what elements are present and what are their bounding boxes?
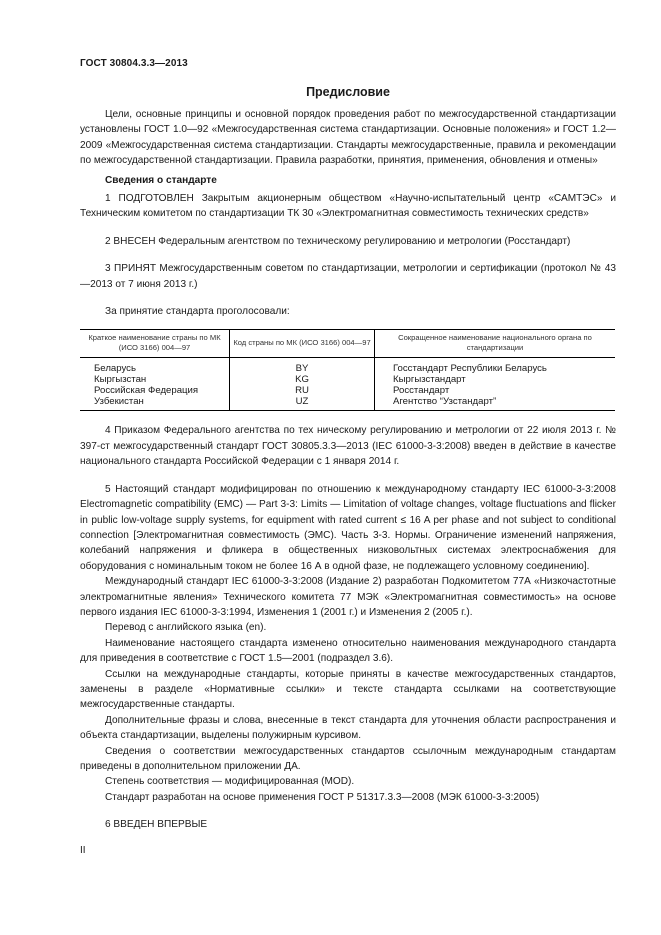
item-1: 1 ПОДГОТОВЛЕН Закрытым акционерным обществом «Научно-испытательный центр «САМТЭС» и Техническим комитетом по стандартизации ТК 30 «Электромагнитная совместимость технических средств» bbox=[80, 193, 616, 220]
code-cell: RU bbox=[230, 385, 375, 396]
body-cell: Госстандарт Республики Беларусь bbox=[393, 363, 547, 375]
page-title: Предисловие bbox=[306, 85, 390, 99]
document-header: ГОСТ 30804.3.3—2013 bbox=[80, 58, 188, 69]
table-row bbox=[80, 374, 615, 385]
item-5-degree: Степень соответствия — модифицированная (MOD). bbox=[105, 776, 355, 788]
table-row bbox=[80, 396, 615, 411]
item-6: 6 ВВЕДЕН ВПЕРВЫЕ bbox=[105, 819, 208, 831]
body-cell: Агентство “Узстандарт” bbox=[375, 396, 616, 411]
table-row bbox=[80, 385, 615, 396]
item-4: 4 Приказом Федерального агентства по тех ническому регулированию и метрологии от 22 июля 2013 г. № 397-ст межгосударственный стандарт ГОСТ 30805.3.3—2013 (IEC 61000-3-3:2008) введен в действие в качестве национального стандарта Российской Федерации с 1 января 2014 г. bbox=[80, 425, 616, 468]
section-subtitle: Сведения о стандарте bbox=[105, 174, 217, 186]
item-5-additions: Дополнительные фразы и слова, внесенные в текст стандарта для уточнения области распространения и объекта стандартизации, выделены полужирным курсивом. bbox=[80, 714, 616, 742]
item-5-basis: Стандарт разработан на основе применения ГОСТ Р 51317.3.3—2008 (МЭК 61000-3-3:2005) bbox=[105, 791, 540, 803]
table-row bbox=[80, 358, 615, 375]
document-page bbox=[80, 58, 616, 833]
vote-intro: За принятие стандарта проголосовали: bbox=[105, 306, 290, 318]
code-cell: BY bbox=[230, 358, 375, 375]
item-5-translation: Перевод с английского языка (en). bbox=[105, 622, 267, 634]
voting-table bbox=[80, 329, 615, 411]
item-5-correspondence: Сведения о соответствии межгосударственных стандартов ссылочным международным стандартам приведены в дополнительном приложении ДА. bbox=[80, 745, 616, 772]
item-2: 2 ВНЕСЕН Федеральным агентством по техническому регулированию и метрологии (Росстандарт) bbox=[105, 235, 571, 247]
header-country: Краткое наименование страны по МК (ИСО 3166) 004—97 bbox=[80, 330, 230, 358]
page-number: II bbox=[80, 845, 86, 856]
item-5-references: Ссылки на международные стандарты, которые приняты в качестве межгосударственных стандартов, заменены в разделе «Нормативные ссылки» и тексте стандарта ссылками на соответствующие межгосударственные стандарты. bbox=[80, 668, 616, 711]
item-5: 5 Настоящий стандарт модифицирован по отношению к международному стандарту IEC 61000-3-3:2008 Electromagnetic compatibility (EMC) — Part 3-3: Limits — Limitation of voltage changes, voltage fluctuations and flicker in public low-voltage supply systems, for equipment with rated current ≤ 16 A per phase and not subject to conditional connection [Электромагнитная совместимость (ЭМС). Часть 3-3. Нормы. Ограничение изменений напряжения, колебаний напряжения и фликера в общественных низковольтных системах электроснабжения для оборудования с номинальным током не более 16 А в одной фазе, не подлежащего условному соединению]. bbox=[80, 483, 616, 572]
header-code: Код страны по МК (ИСО 3166) 004—97 bbox=[230, 330, 375, 358]
country-cell: Кыргызстан bbox=[94, 374, 147, 386]
header-body: Сокращенное наименование национального органа по стандартизации bbox=[375, 330, 616, 358]
table-header-row bbox=[80, 330, 615, 358]
item-5-name-change: Наименование настоящего стандарта изменено относительно наименования международного стандарта для приведения в соответствие с ГОСТ 1.5—2001 (подраздел 3.6). bbox=[80, 637, 616, 665]
body-cell: Росстандарт bbox=[393, 385, 450, 397]
intro-paragraph: Цели, основные принципы и основной порядок проведения работ по межгосударственной стандартизации установлены ГОСТ 1.0—92 «Межгосударственная система стандартизации. Основные положения» и ГОСТ 1.2—2009 «Межгосударственная система стандартизации. Стандарты межгосударственные, правила и рекомендации по межгосударственной стандартизации. Правила разработки, принятия, применения, обновления и отмены» bbox=[80, 109, 616, 167]
country-cell: Узбекистан bbox=[80, 396, 230, 411]
item-3: 3 ПРИНЯТ Межгосударственным советом по стандартизации, метрологии и сертификации (протокол № 43—2013 от 7 июня 2013 г.) bbox=[80, 263, 616, 290]
country-cell: Беларусь bbox=[94, 363, 136, 375]
code-cell: KG bbox=[230, 374, 375, 385]
body-cell: Кыргызстандарт bbox=[393, 374, 466, 386]
country-cell: Российская Федерация bbox=[94, 385, 199, 397]
item-5-international: Международный стандарт IEC 61000-3-3:2008 (Издание 2) разработан Подкомитетом 77А «Низкочастотные электромагнитные явления» Технического комитета 77 МЭК «Электромагнитная совместимость» на основе первого издания IEC 61000-3-3:1994, Изменения 1 (2001 г.) и Изменения 2 (2005 г.). bbox=[80, 576, 616, 618]
code-cell: UZ bbox=[230, 396, 375, 411]
